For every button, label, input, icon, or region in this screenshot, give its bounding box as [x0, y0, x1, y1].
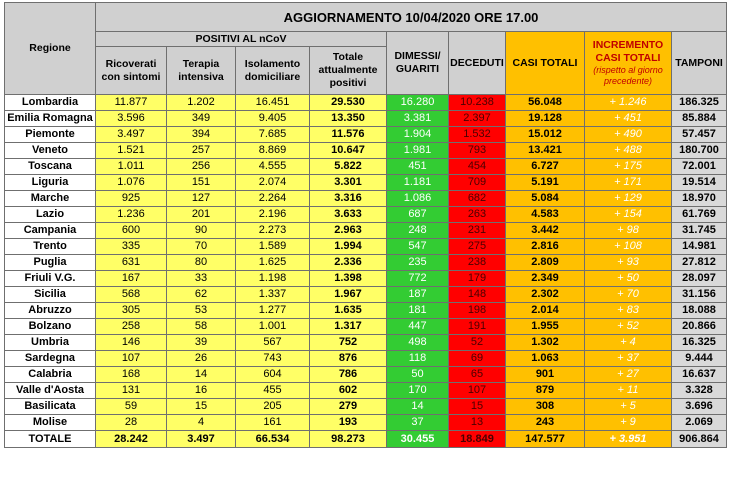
cell-dimessi: 14	[387, 399, 449, 415]
cell-terapia: 26	[167, 351, 236, 367]
cell-totale: 29.530	[310, 95, 387, 111]
header-casi-totali: CASI TOTALI	[506, 32, 585, 95]
cell-dimessi: 118	[387, 351, 449, 367]
cell-casi: 2.014	[506, 303, 585, 319]
cell-dimessi: 1.981	[387, 143, 449, 159]
header-isolamento: Isolamento domiciliare	[236, 47, 310, 95]
cell-terapia: 256	[167, 159, 236, 175]
table-row	[5, 175, 727, 191]
cell-deceduti: 148	[449, 287, 506, 303]
cell-isolamento: 567	[236, 335, 310, 351]
cell-regione: Sardegna	[5, 351, 96, 367]
cell-casi: 5.084	[506, 191, 585, 207]
table-row	[5, 287, 727, 303]
cell-regione: Toscana	[5, 159, 96, 175]
table-row	[5, 159, 727, 175]
header-incremento-note: (rispetto al giorno precedente)	[593, 65, 663, 86]
cell-deceduti: 191	[449, 319, 506, 335]
cell-isolamento: 8.869	[236, 143, 310, 159]
cell-casi: 2.816	[506, 239, 585, 255]
cell-regione: Campania	[5, 223, 96, 239]
cell-dimessi: 16.280	[387, 95, 449, 111]
cell-ricoverati: 107	[96, 351, 167, 367]
cell-tamponi: 27.812	[672, 255, 727, 271]
cell-regione: TOTALE	[5, 431, 96, 448]
cell-totale: 2.963	[310, 223, 387, 239]
table-row	[5, 95, 727, 111]
cell-totale: 5.822	[310, 159, 387, 175]
cell-incremento: + 98	[585, 223, 672, 239]
cell-isolamento: 604	[236, 367, 310, 383]
cell-tamponi: 72.001	[672, 159, 727, 175]
cell-deceduti: 107	[449, 383, 506, 399]
cell-tamponi: 14.981	[672, 239, 727, 255]
cell-dimessi: 498	[387, 335, 449, 351]
cell-deceduti: 231	[449, 223, 506, 239]
header-totale-positivi: Totale attualmente positivi	[310, 47, 387, 95]
cell-deceduti: 275	[449, 239, 506, 255]
cell-incremento: + 37	[585, 351, 672, 367]
cell-regione: Bolzano	[5, 319, 96, 335]
cell-terapia: 70	[167, 239, 236, 255]
table-row	[5, 367, 727, 383]
cell-incremento: + 50	[585, 271, 672, 287]
table-row	[5, 239, 727, 255]
cell-ricoverati: 146	[96, 335, 167, 351]
header-incremento-label: INCREMENTO CASI TOTALI	[592, 39, 664, 64]
cell-terapia: 80	[167, 255, 236, 271]
cell-casi: 1.955	[506, 319, 585, 335]
cell-dimessi: 3.381	[387, 111, 449, 127]
cell-terapia: 151	[167, 175, 236, 191]
cell-regione: Piemonte	[5, 127, 96, 143]
cell-isolamento: 2.273	[236, 223, 310, 239]
cell-regione: Trento	[5, 239, 96, 255]
cell-isolamento: 9.405	[236, 111, 310, 127]
cell-totale: 1.398	[310, 271, 387, 287]
cell-deceduti: 13	[449, 415, 506, 431]
header-dimessi: DIMESSI/ GUARITI	[387, 32, 449, 95]
cell-deceduti: 263	[449, 207, 506, 223]
table-row	[5, 127, 727, 143]
cell-ricoverati: 167	[96, 271, 167, 287]
cell-totale: 1.317	[310, 319, 387, 335]
cell-regione: Lombardia	[5, 95, 96, 111]
cell-terapia: 33	[167, 271, 236, 287]
table-row	[5, 319, 727, 335]
cell-totale: 10.647	[310, 143, 387, 159]
cell-regione: Calabria	[5, 367, 96, 383]
cell-casi: 5.191	[506, 175, 585, 191]
cell-dimessi: 447	[387, 319, 449, 335]
table-row	[5, 271, 727, 287]
cell-deceduti: 10.238	[449, 95, 506, 111]
table-row	[5, 207, 727, 223]
cell-totale: 98.273	[310, 431, 387, 448]
table-row	[5, 399, 727, 415]
cell-regione: Liguria	[5, 175, 96, 191]
cell-incremento: + 93	[585, 255, 672, 271]
cell-incremento: + 108	[585, 239, 672, 255]
cell-ricoverati: 168	[96, 367, 167, 383]
cell-dimessi: 1.086	[387, 191, 449, 207]
covid-data-table	[4, 2, 727, 448]
cell-tamponi: 31.745	[672, 223, 727, 239]
cell-incremento: + 70	[585, 287, 672, 303]
cell-casi: 147.577	[506, 431, 585, 448]
cell-terapia: 394	[167, 127, 236, 143]
cell-dimessi: 772	[387, 271, 449, 287]
cell-terapia: 90	[167, 223, 236, 239]
header-incremento	[585, 32, 672, 95]
cell-casi: 13.421	[506, 143, 585, 159]
cell-regione: Veneto	[5, 143, 96, 159]
cell-dimessi: 170	[387, 383, 449, 399]
header-terapia: Terapia intensiva	[167, 47, 236, 95]
report-title: AGGIORNAMENTO 10/04/2020 ORE 17.00	[96, 3, 727, 32]
table-row	[5, 223, 727, 239]
cell-incremento: + 1.246	[585, 95, 672, 111]
cell-tamponi: 906.864	[672, 431, 727, 448]
cell-deceduti: 454	[449, 159, 506, 175]
cell-dimessi: 50	[387, 367, 449, 383]
cell-terapia: 62	[167, 287, 236, 303]
cell-incremento: + 3.951	[585, 431, 672, 448]
cell-totale: 3.301	[310, 175, 387, 191]
cell-terapia: 15	[167, 399, 236, 415]
cell-isolamento: 7.685	[236, 127, 310, 143]
cell-tamponi: 2.069	[672, 415, 727, 431]
cell-ricoverati: 631	[96, 255, 167, 271]
cell-isolamento: 2.264	[236, 191, 310, 207]
cell-terapia: 14	[167, 367, 236, 383]
cell-deceduti: 18.849	[449, 431, 506, 448]
cell-terapia: 1.202	[167, 95, 236, 111]
cell-casi: 901	[506, 367, 585, 383]
table-row	[5, 351, 727, 367]
cell-casi: 6.727	[506, 159, 585, 175]
cell-isolamento: 2.196	[236, 207, 310, 223]
table-row	[5, 415, 727, 431]
cell-casi: 243	[506, 415, 585, 431]
cell-regione: Basilicata	[5, 399, 96, 415]
cell-deceduti: 2.397	[449, 111, 506, 127]
cell-regione: Puglia	[5, 255, 96, 271]
cell-deceduti: 682	[449, 191, 506, 207]
cell-deceduti: 65	[449, 367, 506, 383]
cell-incremento: + 451	[585, 111, 672, 127]
cell-deceduti: 238	[449, 255, 506, 271]
cell-incremento: + 4	[585, 335, 672, 351]
cell-incremento: + 488	[585, 143, 672, 159]
cell-totale: 876	[310, 351, 387, 367]
cell-incremento: + 83	[585, 303, 672, 319]
cell-totale: 3.633	[310, 207, 387, 223]
cell-dimessi: 181	[387, 303, 449, 319]
cell-casi: 3.442	[506, 223, 585, 239]
cell-regione: Friuli V.G.	[5, 271, 96, 287]
cell-tamponi: 61.769	[672, 207, 727, 223]
header-regione: Regione	[5, 3, 96, 95]
cell-ricoverati: 1.011	[96, 159, 167, 175]
cell-isolamento: 1.589	[236, 239, 310, 255]
cell-incremento: + 11	[585, 383, 672, 399]
cell-dimessi: 547	[387, 239, 449, 255]
cell-tamponi: 85.884	[672, 111, 727, 127]
cell-incremento: + 171	[585, 175, 672, 191]
table-row	[5, 143, 727, 159]
cell-casi: 19.128	[506, 111, 585, 127]
cell-ricoverati: 1.236	[96, 207, 167, 223]
cell-deceduti: 179	[449, 271, 506, 287]
cell-tamponi: 3.328	[672, 383, 727, 399]
cell-ricoverati: 305	[96, 303, 167, 319]
cell-tamponi: 57.457	[672, 127, 727, 143]
table-row	[5, 255, 727, 271]
cell-regione: Molise	[5, 415, 96, 431]
table-row	[5, 383, 727, 399]
cell-isolamento: 1.001	[236, 319, 310, 335]
cell-totale: 2.336	[310, 255, 387, 271]
cell-casi: 1.063	[506, 351, 585, 367]
cell-casi: 1.302	[506, 335, 585, 351]
cell-totale: 279	[310, 399, 387, 415]
cell-regione: Abruzzo	[5, 303, 96, 319]
cell-regione: Valle d'Aosta	[5, 383, 96, 399]
cell-deceduti: 793	[449, 143, 506, 159]
cell-dimessi: 687	[387, 207, 449, 223]
cell-incremento: + 154	[585, 207, 672, 223]
cell-dimessi: 187	[387, 287, 449, 303]
cell-tamponi: 18.970	[672, 191, 727, 207]
cell-casi: 56.048	[506, 95, 585, 111]
cell-ricoverati: 1.076	[96, 175, 167, 191]
cell-dimessi: 235	[387, 255, 449, 271]
header-positivi-group: POSITIVI AL nCoV	[96, 32, 387, 47]
cell-dimessi: 1.904	[387, 127, 449, 143]
cell-regione: Sicilia	[5, 287, 96, 303]
header-tamponi: TAMPONI	[672, 32, 727, 95]
header-ricoverati: Ricoverati con sintomi	[96, 47, 167, 95]
cell-terapia: 53	[167, 303, 236, 319]
cell-terapia: 201	[167, 207, 236, 223]
cell-isolamento: 743	[236, 351, 310, 367]
cell-incremento: + 9	[585, 415, 672, 431]
cell-deceduti: 709	[449, 175, 506, 191]
cell-regione: Umbria	[5, 335, 96, 351]
cell-ricoverati: 3.596	[96, 111, 167, 127]
cell-regione: Lazio	[5, 207, 96, 223]
cell-casi: 879	[506, 383, 585, 399]
cell-totale: 602	[310, 383, 387, 399]
cell-deceduti: 69	[449, 351, 506, 367]
cell-incremento: + 129	[585, 191, 672, 207]
cell-deceduti: 1.532	[449, 127, 506, 143]
cell-casi: 2.349	[506, 271, 585, 287]
cell-ricoverati: 59	[96, 399, 167, 415]
table-row	[5, 191, 727, 207]
cell-incremento: + 490	[585, 127, 672, 143]
cell-ricoverati: 131	[96, 383, 167, 399]
cell-incremento: + 52	[585, 319, 672, 335]
cell-dimessi: 37	[387, 415, 449, 431]
cell-deceduti: 198	[449, 303, 506, 319]
cell-ricoverati: 335	[96, 239, 167, 255]
cell-ricoverati: 1.521	[96, 143, 167, 159]
cell-totale: 752	[310, 335, 387, 351]
cell-ricoverati: 11.877	[96, 95, 167, 111]
cell-dimessi: 1.181	[387, 175, 449, 191]
cell-ricoverati: 28.242	[96, 431, 167, 448]
cell-tamponi: 31.156	[672, 287, 727, 303]
cell-totale: 193	[310, 415, 387, 431]
cell-totale: 1.994	[310, 239, 387, 255]
cell-terapia: 3.497	[167, 431, 236, 448]
cell-terapia: 39	[167, 335, 236, 351]
cell-terapia: 58	[167, 319, 236, 335]
cell-totale: 11.576	[310, 127, 387, 143]
cell-totale: 1.635	[310, 303, 387, 319]
cell-dimessi: 248	[387, 223, 449, 239]
cell-terapia: 349	[167, 111, 236, 127]
cell-totale: 786	[310, 367, 387, 383]
cell-isolamento: 1.198	[236, 271, 310, 287]
cell-casi: 2.302	[506, 287, 585, 303]
table-row	[5, 303, 727, 319]
cell-terapia: 127	[167, 191, 236, 207]
cell-totale: 13.350	[310, 111, 387, 127]
cell-casi: 4.583	[506, 207, 585, 223]
cell-tamponi: 20.866	[672, 319, 727, 335]
covid-report	[4, 2, 727, 448]
cell-isolamento: 1.277	[236, 303, 310, 319]
cell-tamponi: 186.325	[672, 95, 727, 111]
cell-isolamento: 16.451	[236, 95, 310, 111]
cell-isolamento: 455	[236, 383, 310, 399]
table-row	[5, 111, 727, 127]
table-row	[5, 335, 727, 351]
cell-tamponi: 16.325	[672, 335, 727, 351]
cell-tamponi: 18.088	[672, 303, 727, 319]
cell-deceduti: 52	[449, 335, 506, 351]
cell-casi: 2.809	[506, 255, 585, 271]
cell-deceduti: 15	[449, 399, 506, 415]
cell-regione: Emilia Romagna	[5, 111, 96, 127]
cell-terapia: 257	[167, 143, 236, 159]
cell-incremento: + 27	[585, 367, 672, 383]
cell-isolamento: 66.534	[236, 431, 310, 448]
cell-casi: 308	[506, 399, 585, 415]
cell-ricoverati: 28	[96, 415, 167, 431]
cell-totale: 3.316	[310, 191, 387, 207]
cell-dimessi: 30.455	[387, 431, 449, 448]
cell-casi: 15.012	[506, 127, 585, 143]
cell-tamponi: 3.696	[672, 399, 727, 415]
cell-tamponi: 16.637	[672, 367, 727, 383]
cell-ricoverati: 600	[96, 223, 167, 239]
cell-ricoverati: 925	[96, 191, 167, 207]
cell-isolamento: 205	[236, 399, 310, 415]
cell-isolamento: 1.337	[236, 287, 310, 303]
cell-isolamento: 4.555	[236, 159, 310, 175]
cell-terapia: 4	[167, 415, 236, 431]
cell-terapia: 16	[167, 383, 236, 399]
cell-incremento: + 5	[585, 399, 672, 415]
total-row	[5, 431, 727, 448]
cell-totale: 1.967	[310, 287, 387, 303]
cell-isolamento: 2.074	[236, 175, 310, 191]
cell-tamponi: 19.514	[672, 175, 727, 191]
cell-ricoverati: 258	[96, 319, 167, 335]
cell-dimessi: 451	[387, 159, 449, 175]
cell-tamponi: 28.097	[672, 271, 727, 287]
cell-isolamento: 1.625	[236, 255, 310, 271]
table-body	[5, 95, 727, 448]
cell-ricoverati: 3.497	[96, 127, 167, 143]
cell-regione: Marche	[5, 191, 96, 207]
header-deceduti: DECEDUTI	[449, 32, 506, 95]
cell-ricoverati: 568	[96, 287, 167, 303]
cell-incremento: + 175	[585, 159, 672, 175]
cell-tamponi: 180.700	[672, 143, 727, 159]
cell-isolamento: 161	[236, 415, 310, 431]
cell-tamponi: 9.444	[672, 351, 727, 367]
